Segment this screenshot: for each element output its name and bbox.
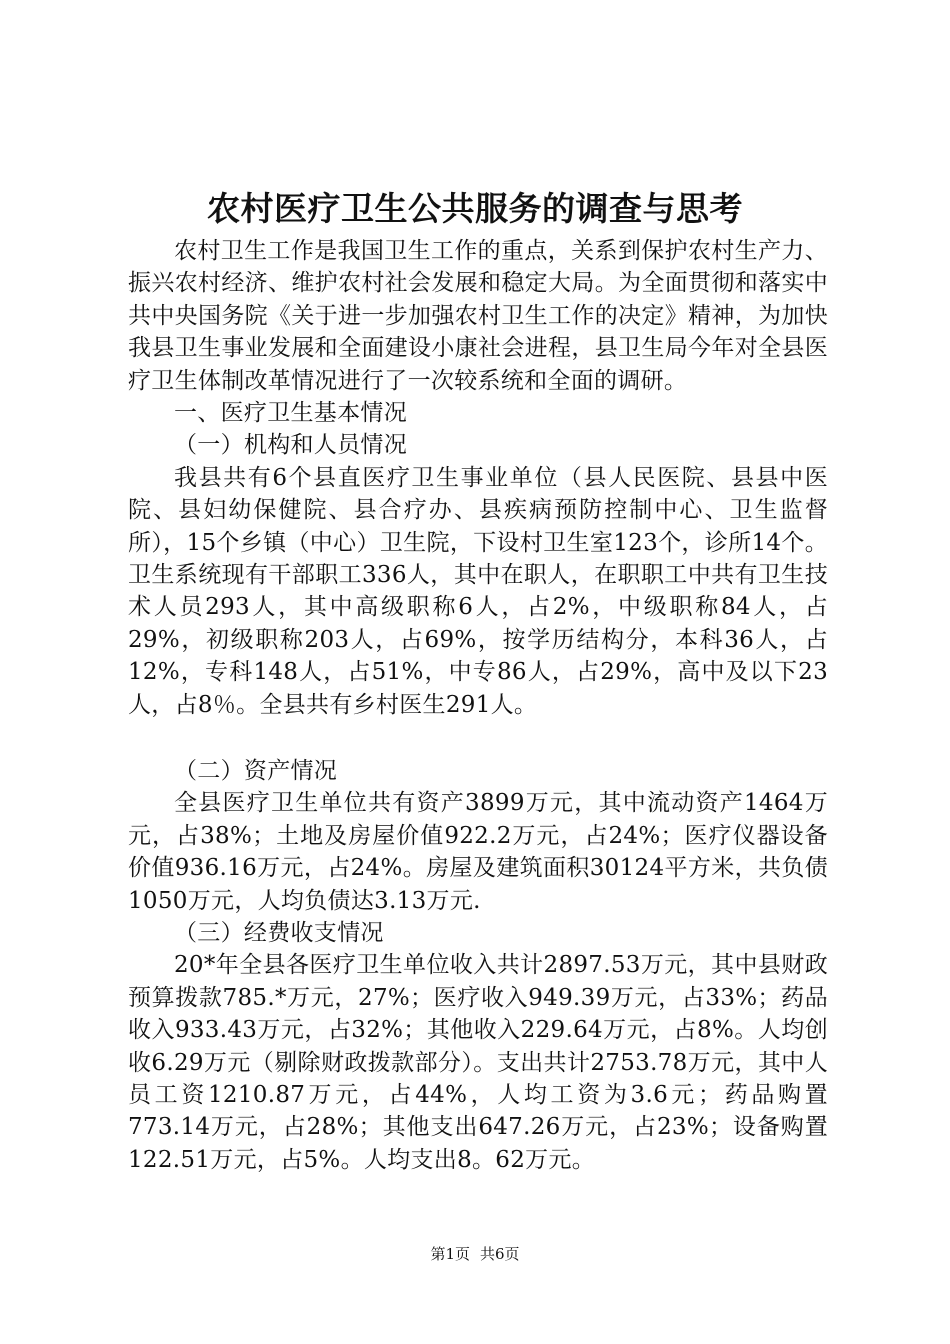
- section-1-heading: 一、医疗卫生基本情况: [174, 400, 407, 427]
- subsection-3-paragraph: 20*年全县各医疗卫生单位收入共计2897.53万元，其中县财政预算拨款785.*万元，27%；医疗收入949.39万元，占33%；药品收入933.43万元，占32%；其他收入229.64万元，占8%。人均创收6.29万元（剔除财政拨款部分）。支出共计2753.78万元，其中人员工资1210.87万元，占44%，人均工资为3.6元；药品购置773.14万元，占28%；其他支出647.26万元，占23%；设备购置122.51万元，占5%。人均支出8。62万元。: [128, 952, 828, 1173]
- subsection-3-heading: （三）经费收支情况: [174, 920, 384, 947]
- page-count: 共6页: [480, 1245, 520, 1263]
- document-body-part-1: [128, 235, 828, 721]
- page-footer: [0, 1243, 950, 1265]
- subsection-1-heading: （一）机构和人员情况: [174, 432, 407, 459]
- subsection-1-paragraph: 我县共有6个县直医疗卫生事业单位（县人民医院、县县中医院、县妇幼保健院、县合疗办、县疾病预防控制中心、卫生监督所），15个乡镇（中心）卫生院，下设村卫生室123个，诊所14个。卫生系统现有干部职工336人，其中在职人，在职职工中共有卫生技术人员293人，其中高级职称6人，占2%，中级职称84人，占29%，初级职称203人，占69%，按学历结构分，本科36人，占12%，专科148人，占51%，中专86人，占29%，高中及以下23人，占8％。全县共有乡村医生291人。: [128, 464, 828, 718]
- document-body-part-2: [128, 755, 828, 1176]
- subsection-2-heading: （二）资产情况: [174, 758, 338, 784]
- intro-paragraph: 农村卫生工作是我国卫生工作的重点，关系到保护农村生产力、振兴农村经济、维护农村社会发展和稳定大局。为全面贯彻和落实中共中央国务院《关于进一步加强农村卫生工作的决定》精神，为加快我县卫生事业发展和全面建设小康社会进程，县卫生局今年对全县医疗卫生体制改革情况进行了一次较系统和全面的调研。: [128, 238, 828, 394]
- subsection-2-paragraph: 全县医疗卫生单位共有资产3899万元，其中流动资产1464万元，占38%；土地及房屋价值922.2万元，占24%；医疗仪器设备价值936.16万元，占24%。房屋及建筑面积30124平方米，共负债1050万元，人均负债达3.13万元.: [128, 790, 828, 914]
- document-title: 农村医疗卫生公共服务的调查与思考: [207, 189, 743, 228]
- page-number: 第1页: [430, 1245, 470, 1263]
